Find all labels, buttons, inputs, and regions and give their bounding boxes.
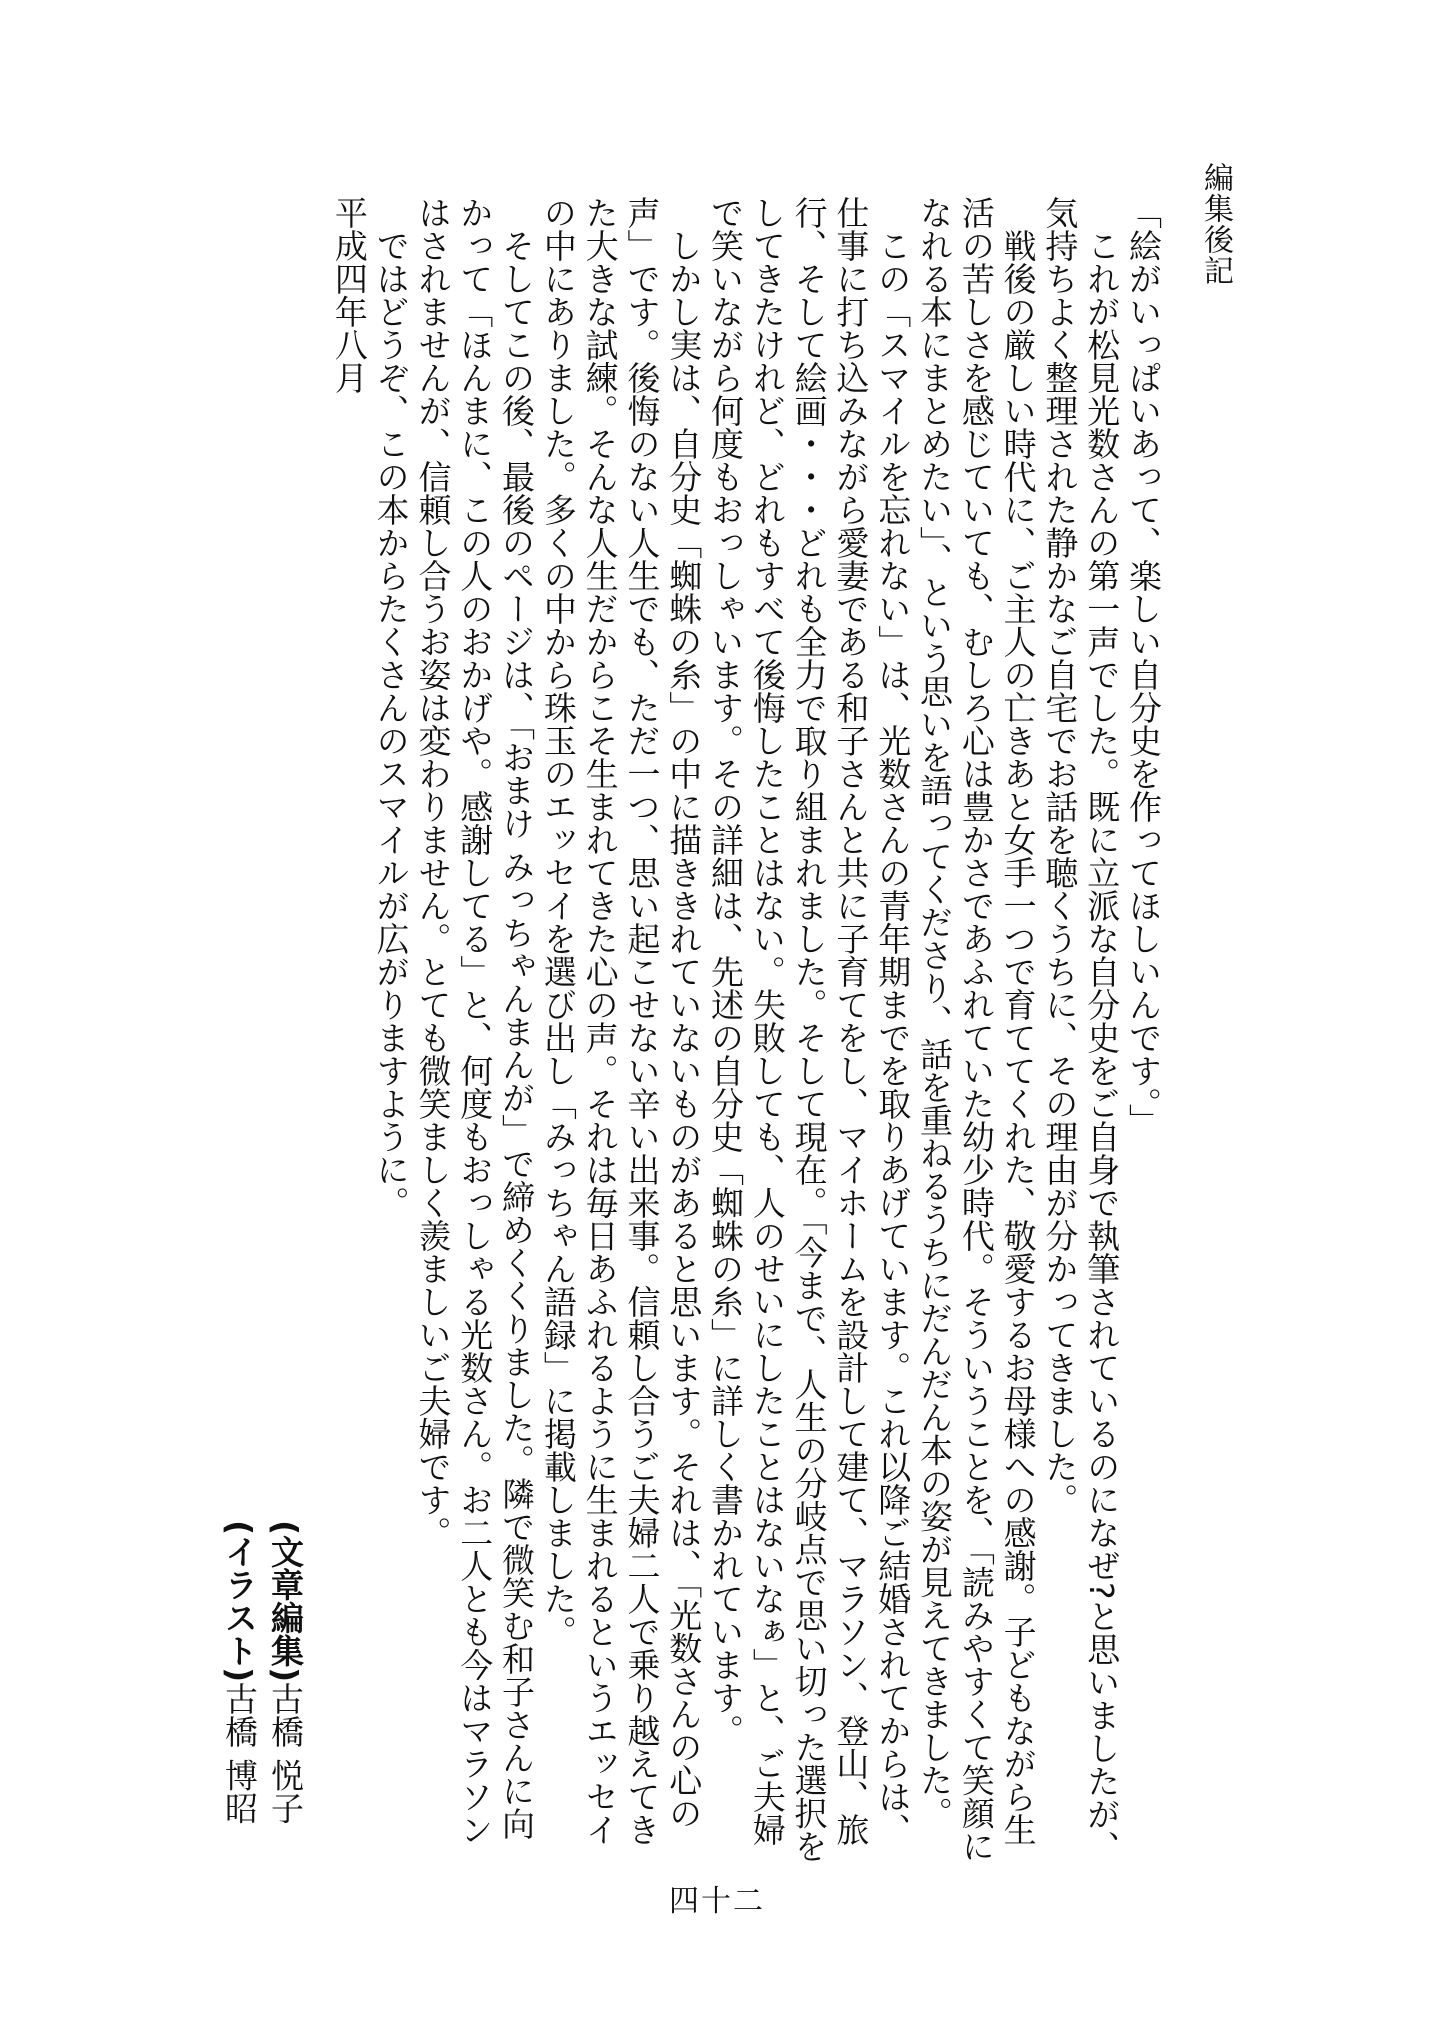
paragraph: しかし実は、自分史「蜘蛛の糸」の中に描ききれていないものがあると思います。それは、「光数さんの心の声」です。後悔のない人生でも、ただ一つ、思い起こせない辛い出来事。信頼し合うご夫婦二人で乗り越えてきた大きな試練。そんな人生だからこそ生まれてきた心の声。それは毎日あふれるように生まれるというエッセイの中にありました。多くの中から珠玉のエッセイを選び出し「みっちゃん語録」に掲載しました。 [538,196,704,1846]
paragraph: 戦後の厳しい時代に、ご主人の亡きあと女手一つで育ててくれた、敬愛するお母様への感謝。子どもながら生活の苦しさを感じていても、むしろ心は豊かさであふれていた幼少時代。そういうことを、「読みやすくて笑顔になれる本にまとめたい」、という思いを語ってくださり、話を重ねるうちにだんだん本の姿が見えてきました。 [915,196,1038,1863]
paragraph: ではどうぞ、この本からたくさんのスマイルが広がりますように。 [371,229,411,1219]
credit-name: 古橋 博昭 [220,1682,259,1825]
credit-illustrator [216,1520,262,1920]
credit-name: 古橋 悦子 [266,1682,305,1825]
page-title: 編集後記 [1198,162,1233,286]
body-text [296,196,1164,1866]
credit-role: (文章編集) [266,1520,305,1683]
paragraph: これが松見光数さんの第一声でした。既に立派な自分史をご自身で執筆されているのになぜ?と思いましたが、気持ちよく整理された静かなご自宅でお話を聴くうちに、その理由が分かってきました。 [1040,196,1122,1864]
paragraph: 「絵がいっぱいあって、楽しい自分史を作ってほしいんです。」 [1124,196,1163,1137]
credit-role: (イラスト) [220,1520,259,1683]
date-line: 平成四年八月 [329,196,369,394]
credit-editor [262,1520,308,1920]
credits [198,1520,308,1920]
paragraph: そしてこの後、最後のページは、「おまけ みっちゃんまんが」で締めくくりました。隣で微笑む和子さんに向かって「ほんまに、この人のおかげや。感謝してる」と、何度もおっしゃる光数さん。お二人とも今はマラソンはされませんが、信頼し合うお姿は変わりません。とても微笑ましく羨ましいご夫婦です。 [413,196,537,1846]
page-number: 四十二 [669,1884,765,1919]
paragraph: この「スマイルを忘れない」は、光数さんの青年期までを取りあげています。これ以降ご結婚されてからは、仕事に打ち込みながら愛妻である和子さんと共に子育てをし、マイホームを設計して建て、マラソン、登山、旅行、そして絵画・・・どれも全力で取り組まれました。そして現在。「今まで、人生の分岐点で思い切った選択をしてきたけれど、どれもすべて後悔したことはない。失敗しても、人のせいにしたことはないなぁ」と、ご夫婦で笑いながら何度もおっしゃいます。その詳細は、先述の自分史「蜘蛛の糸」に詳しく書かれています。 [706,196,913,1863]
